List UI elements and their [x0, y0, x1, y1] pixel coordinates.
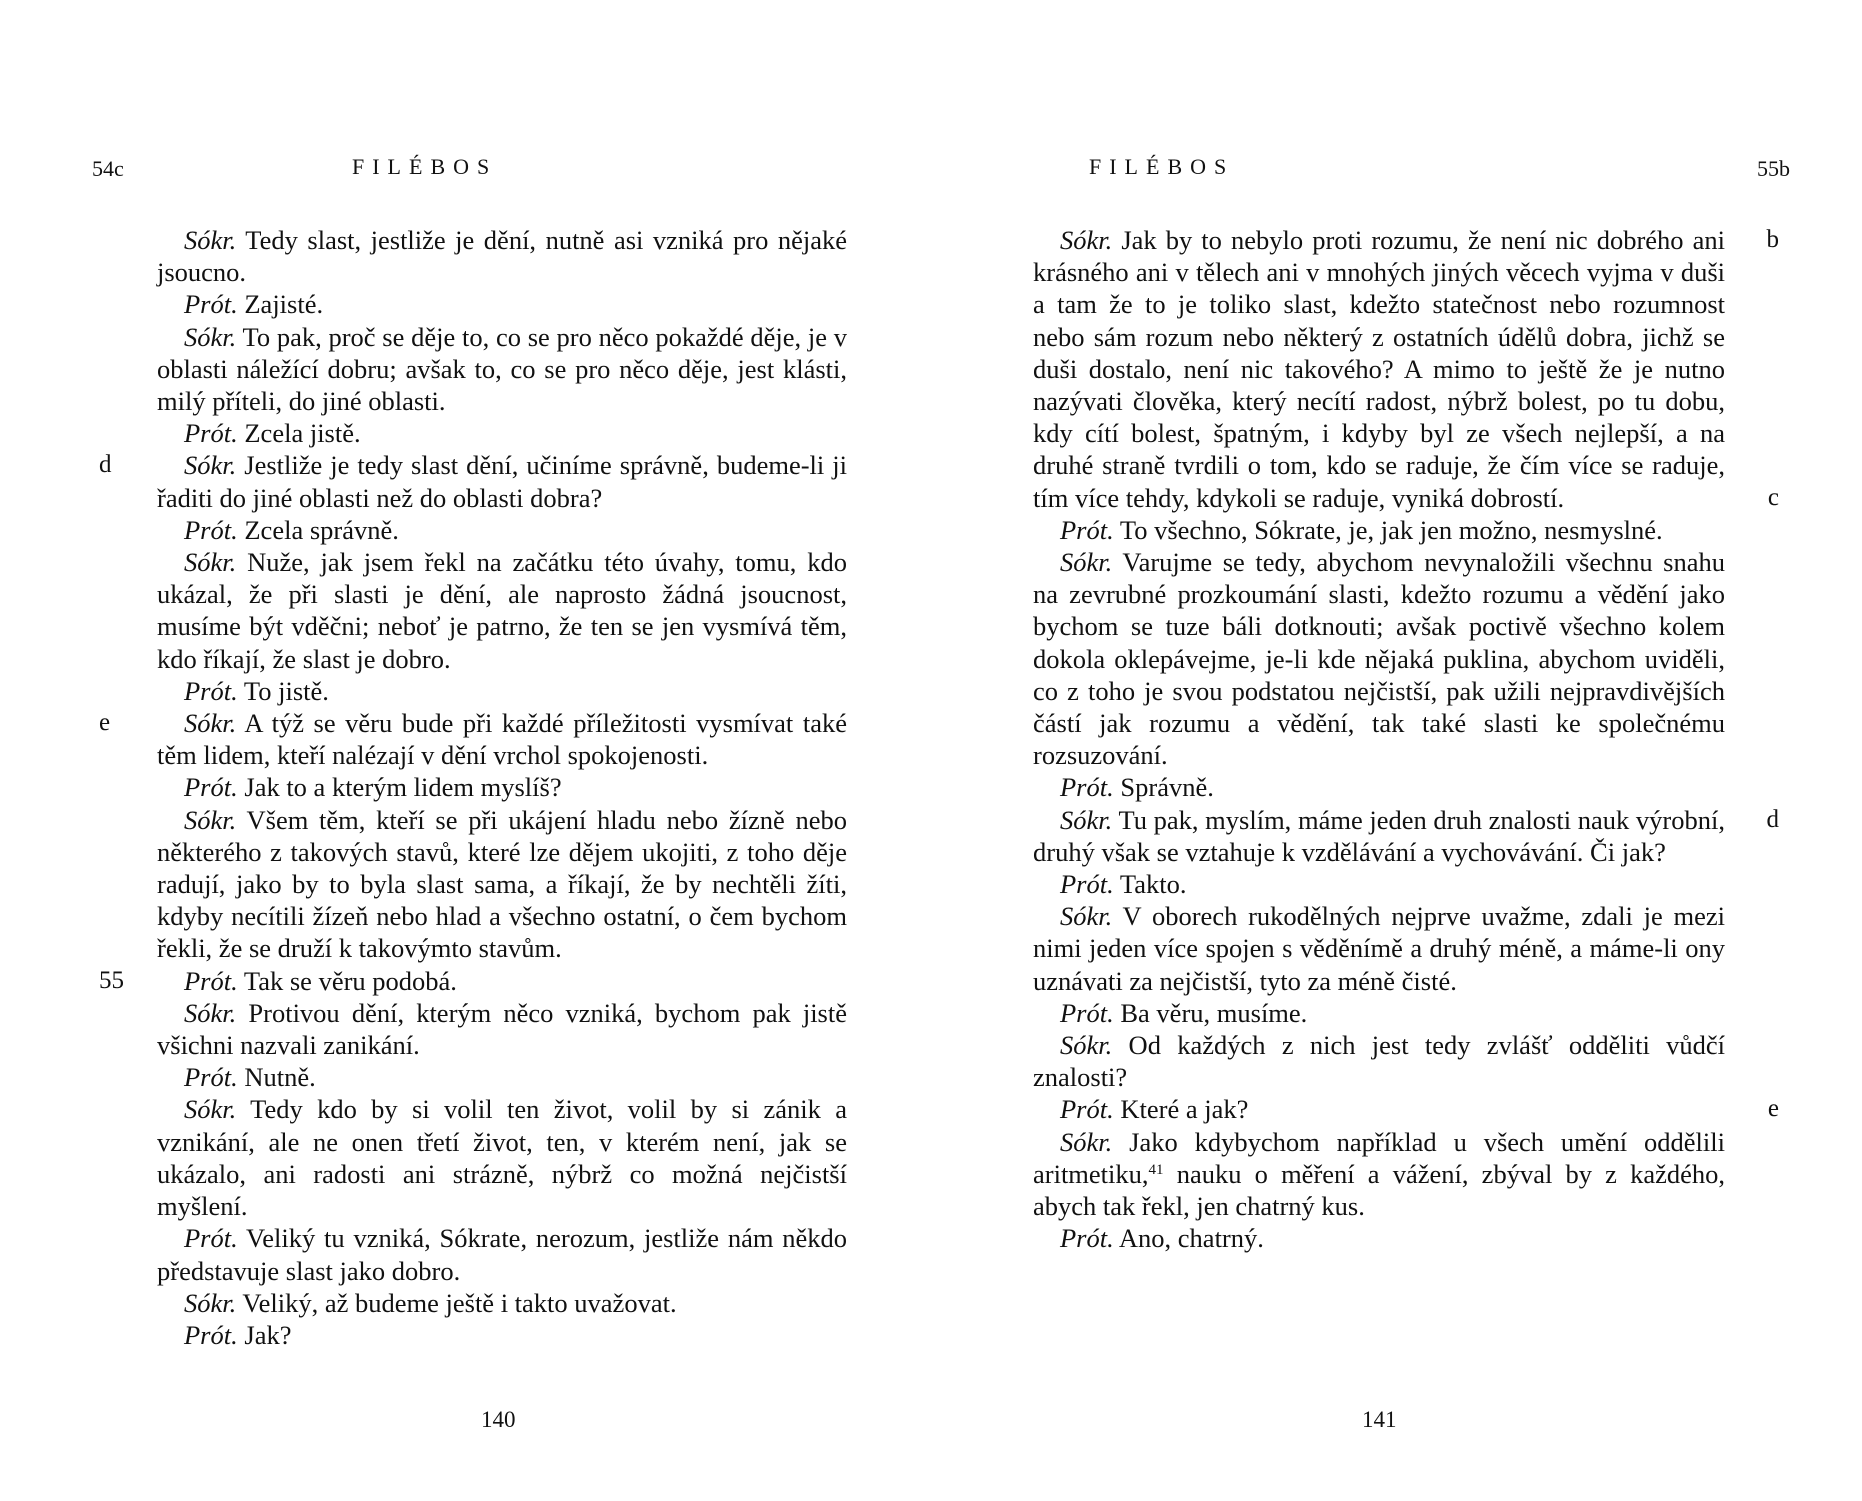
- dialogue-paragraph: [157, 1061, 847, 1093]
- dialogue-text: Zcela správně.: [237, 514, 399, 545]
- dialogue-text: To všechno, Sókrate, je, jak jen možno, nesmyslné.: [1113, 514, 1663, 545]
- dialogue-text: Ba věru, musíme.: [1113, 997, 1308, 1028]
- dialogue-paragraph: [1033, 1029, 1725, 1093]
- stephanus-marker: b: [1766, 226, 1779, 253]
- speaker-label: Prót.: [1060, 997, 1114, 1028]
- dialogue-paragraph: [157, 1319, 847, 1351]
- stephanus-marker: d: [1766, 805, 1779, 833]
- dialogue-paragraph: [1033, 900, 1725, 997]
- dialogue-text: Nutně.: [237, 1062, 316, 1093]
- speaker-label: Sókr.: [184, 708, 237, 739]
- speaker-label: Sókr.: [184, 450, 237, 481]
- running-title: FILÉBOS: [352, 154, 498, 179]
- dialogue-text: To pak, proč se děje to, co se pro něco pokaždé děje, je v oblasti náležící dobru; avšak to, co se pro něco děje, jest klásti, milý příteli, do jiné oblasti.: [157, 321, 847, 417]
- dialogue-paragraph: [157, 417, 847, 449]
- dialogue-text: Veliký, až budeme ještě i takto uvažovat.: [236, 1287, 677, 1318]
- speaker-label: Prót.: [184, 772, 238, 803]
- stephanus-marker: e: [1767, 1095, 1779, 1123]
- dialogue-paragraph: [1033, 224, 1779, 514]
- dialogue-paragraph: [1033, 546, 1725, 771]
- dialogue-text: Takto.: [1113, 869, 1187, 900]
- dialogue-paragraph: [157, 546, 847, 675]
- page-number: 141: [1362, 1407, 1397, 1432]
- dialogue-paragraph: [157, 997, 847, 1061]
- dialogue-paragraph: [157, 1093, 847, 1222]
- dialogue-text: Všem těm, kteří se při ukájení hladu nebo žízně nebo některého z takových stavů, které lze dějem ukojiti, z toho děje radují, jako by to byla slast sama, a říkají, že by nechtěli žíti, kdyby necítili žízeň nebo hlad a všechno ostatní, o čem bychom řekli, že se druží k takovýmto stavům.: [157, 804, 847, 964]
- speaker-label: Prót.: [184, 675, 238, 706]
- speaker-label: Prót.: [1060, 1094, 1114, 1125]
- dialogue-text: Zajisté.: [237, 289, 324, 320]
- dialogue-paragraph: [99, 707, 847, 771]
- dialogue-text: Zcela jistě.: [237, 418, 361, 449]
- dialogue-text: Ano, chatrný.: [1113, 1223, 1264, 1254]
- speaker-label: Sókr.: [1060, 901, 1113, 932]
- dialogue-text: A týž se věru bude při každé příležitosti vysmívat také těm lidem, kteří nalézají v dění vrchol spokojenosti.: [157, 708, 847, 771]
- dialogue-paragraph: [1033, 1093, 1779, 1125]
- dialogue-text: V oborech rukodělných nejprve uvažme, zdali je mezi nimi jeden více spojen s věděnímě a druhý méně, a máme-li ony uznávati za nejčistší, tyto za méně čisté.: [1033, 901, 1725, 996]
- dialogue-text: Tedy kdo by si volil ten život, volil by si zánik a vznikání, ale ne onen třetí život, ten, v kterém není, jak se ukázalo, ani radosti ani strázně, nýbrž co možná nejčistší myšlení.: [157, 1094, 847, 1222]
- dialogue-text: Tu pak, myslím, máme jeden druh znalosti nauk výrobní, druhý však se vztahuje k vzdělávání a vychovávání. Či jak?: [1033, 804, 1725, 867]
- page-number: 140: [481, 1407, 516, 1432]
- dialogue-paragraph: [99, 965, 847, 997]
- right-page: [931, 0, 1862, 1501]
- speaker-label: Sókr.: [1060, 1126, 1113, 1157]
- speaker-label: Sókr.: [1060, 804, 1113, 835]
- speaker-label: Sókr.: [184, 321, 237, 352]
- dialogue-paragraph: [157, 675, 847, 707]
- dialogue-paragraph: [1033, 1222, 1725, 1254]
- text-block: [1033, 224, 1779, 1255]
- dialogue-text: Tedy slast, jestliže je dění, nutně asi vzniká pro nějaké jsoucno.: [157, 225, 847, 288]
- speaker-label: Sókr.: [184, 1094, 237, 1125]
- dialogue-paragraph: [157, 224, 847, 288]
- dialogue-text: Jak to a kterým lidem myslíš?: [237, 772, 562, 803]
- speaker-label: Prót.: [1060, 869, 1114, 900]
- dialogue-paragraph: [157, 1222, 847, 1286]
- speaker-label: Prót.: [184, 965, 238, 996]
- speaker-label: Sókr.: [184, 1287, 237, 1318]
- dialogue-paragraph: [1033, 1126, 1725, 1223]
- dialogue-text: To jistě.: [237, 675, 329, 706]
- dialogue-text: Protivou dění, kterým něco vzniká, bychom pak jistě všichni nazvali zanikání.: [157, 997, 847, 1061]
- dialogue-paragraph: [99, 449, 847, 513]
- dialogue-paragraph: [1033, 771, 1725, 803]
- speaker-label: Sókr.: [184, 997, 237, 1028]
- text-block: [99, 224, 847, 1351]
- speaker-label: Sókr.: [184, 547, 237, 578]
- dialogue-paragraph: [157, 804, 847, 965]
- dialogue-text: nauku o měření a vážení, zbýval by z každého, abych tak řekl, jen chatrný kus.: [1033, 1158, 1725, 1222]
- speaker-label: Prót.: [1060, 514, 1114, 545]
- dialogue-text: Jak by to nebylo proti rozumu, že není nic dobrého ani krásného ani v tělech ani v mnohých jiných věcech vyjma v duši a tam že to je toliko slast, kdežto statečnost nebo rozumnost nebo sám rozum nebo některý z ostatních údělů dobra, jichž se duši dostalo, není nic takového? A mimo to ještě že je nutno nazývati člověka, který necítí radost, nýbrž bolest, po tu dobu, kdy cítí bolest, špatným, i kdyby byl ze všech nejlepší, a na druhé straně tvrdili o tom, kdo se raduje, že čím více se raduje, tím více tehdy, kdykoli se raduje, vyniká dobrostí.: [1033, 225, 1725, 513]
- speaker-label: Sókr.: [1060, 225, 1113, 255]
- dialogue-text: Varujme se tedy, abychom nevynaložili všechnu snahu na zevrubné prozkoumání slasti, kdežto rozumu a vědění jako bychom se tuze báli dotknouti; avšak poctivě všechno kolem dokola oklepávejme, je-li kde nějaká puklina, abychom uviděli, co z toho je svou podstatou nejčistší, pak užili nejpravdivějších částí jak rozumu a vědění, tak také slasti ke společnému rozsuzování.: [1033, 547, 1725, 771]
- section-reference: 55b: [1757, 156, 1790, 181]
- speaker-label: Prót.: [184, 1062, 238, 1093]
- dialogue-text: Správně.: [1113, 772, 1214, 803]
- stephanus-marker: 55: [99, 966, 124, 994]
- speaker-label: Prót.: [184, 514, 238, 545]
- section-reference: 54c: [92, 156, 124, 181]
- speaker-label: Sókr.: [1060, 1030, 1113, 1061]
- speaker-label: Sókr.: [184, 804, 237, 835]
- dialogue-paragraph: [157, 1287, 847, 1319]
- dialogue-text: Jako kdybychom například u všech umění oddělili aritmetiku,: [1033, 1126, 1725, 1189]
- speaker-label: Sókr.: [184, 225, 237, 255]
- speaker-label: Prót.: [184, 289, 238, 320]
- dialogue-text: Které a jak?: [1113, 1094, 1249, 1125]
- dialogue-text: Jak?: [237, 1319, 292, 1350]
- speaker-label: Prót.: [184, 418, 238, 449]
- dialogue-paragraph: [157, 321, 847, 418]
- speaker-label: Prót.: [1060, 772, 1114, 803]
- dialogue-paragraph: [157, 514, 847, 546]
- dialogue-paragraph: [1033, 868, 1725, 900]
- stephanus-marker: c: [1767, 483, 1779, 511]
- running-title: FILÉBOS: [1089, 154, 1235, 179]
- stephanus-marker: e: [99, 709, 111, 737]
- speaker-label: Prót.: [1060, 1223, 1114, 1254]
- dialogue-paragraph: [1033, 997, 1725, 1029]
- speaker-label: Prót.: [184, 1319, 238, 1350]
- dialogue-paragraph: [1033, 514, 1725, 546]
- dialogue-paragraph: [157, 771, 847, 803]
- dialogue-text: Jestliže je tedy slast dění, učiníme správně, budeme-li ji řaditi do jiné oblasti než do oblasti dobra?: [157, 450, 847, 513]
- dialogue-text: Nuže, jak jsem řekl na začátku této úvahy, tomu, kdo ukázal, že při slasti je dění, ale naprosto žádná jsoucnost, musíme být vděčni; neboť je patrno, že ten se jen vysmívá těm, kdo říkají, že slast je dobro.: [157, 547, 847, 674]
- dialogue-text: Od každých z nich jest tedy zvlášť odděliti vůdčí znalosti?: [1033, 1030, 1725, 1093]
- dialogue-paragraph: [157, 288, 847, 320]
- speaker-label: Prót.: [184, 1223, 238, 1254]
- dialogue-text: Veliký tu vzniká, Sókrate, nerozum, jestliže nám někdo představuje slast jako dobro.: [157, 1223, 847, 1286]
- dialogue-paragraph: [1033, 804, 1779, 868]
- stephanus-marker: d: [99, 451, 112, 479]
- speaker-label: Sókr.: [1060, 547, 1113, 578]
- footnote-reference: 41: [1148, 1161, 1164, 1178]
- dialogue-text: Tak se věru podobá.: [237, 965, 457, 996]
